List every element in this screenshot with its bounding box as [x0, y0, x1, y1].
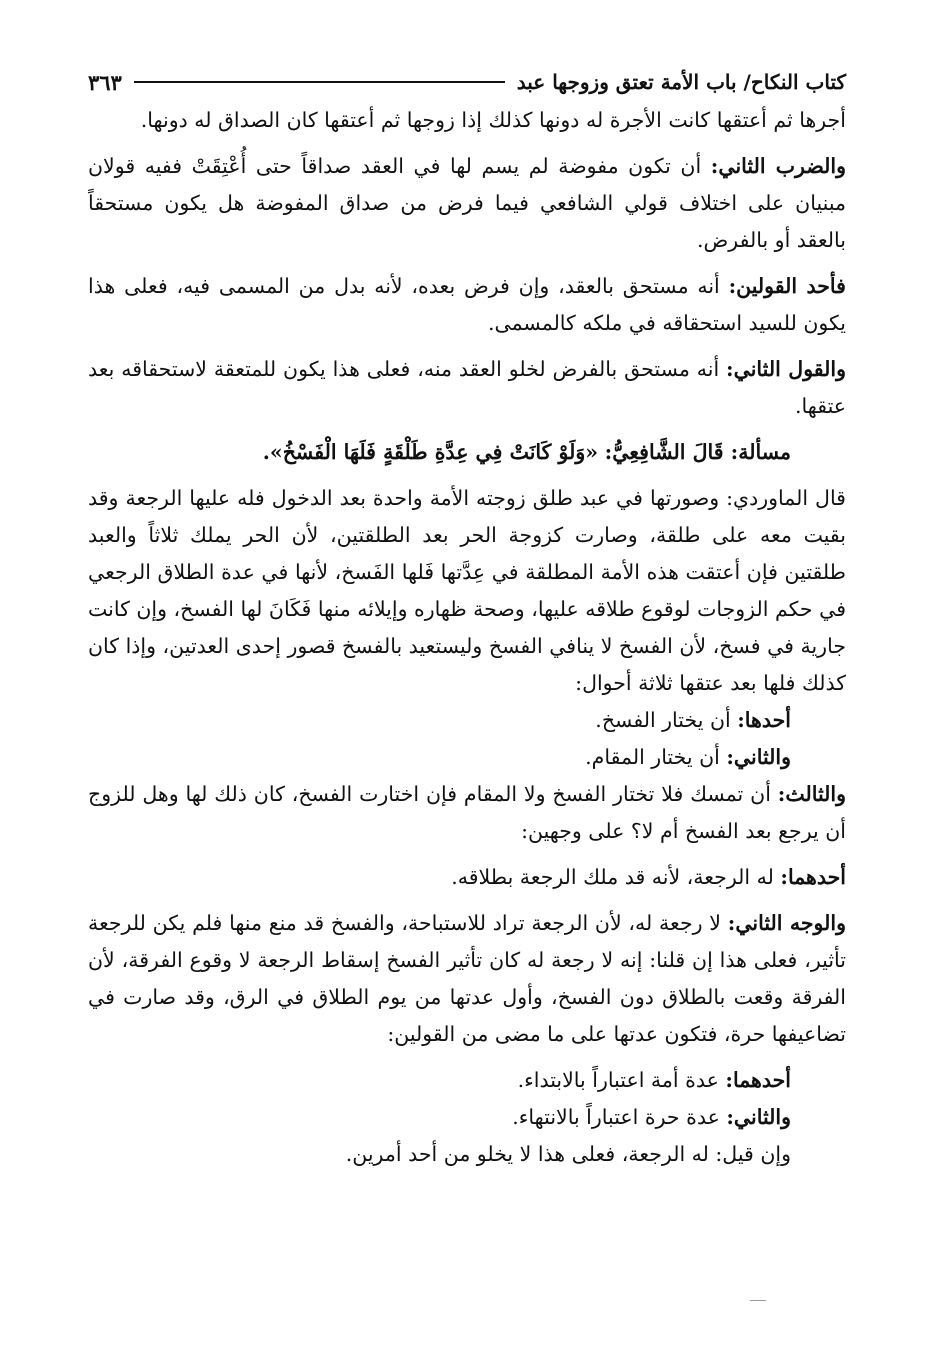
page-header [88, 62, 846, 102]
paragraph [88, 148, 846, 259]
paragraph-lead: مسألة: قَالَ الشَّافِعِيُّ: [604, 440, 791, 464]
paragraph-text: عدة حرة اعتباراً بالانتهاء. [512, 1105, 720, 1129]
paragraph-lead: فأحد القولين: [728, 274, 846, 298]
list-item [88, 739, 846, 776]
paragraph-lead: والضرب الثاني: [710, 154, 846, 178]
paragraph [88, 480, 846, 702]
footer-mark [750, 1300, 766, 1301]
paragraph-lead: والثاني: [726, 745, 791, 769]
running-title: كتاب النكاح/ باب الأمة تعتق وزوجها عبد [516, 70, 846, 94]
paragraph-text: قال الماوردي: وصورتها في عبد طلق زوجته الأمة واحدة بعد الدخول فله عليها الرجعة وقد بقيت معه على طلقة، وصارت كزوجة الحر بعد الطلقتين، لأن الحر يملك ثلاثاً والعبد طلقتين فإن أعتقت هذه الأمة المطلقة في عِدَّتها فَلها الفَسخ، لأنها في عدة الطلاق الرجعي في حكم الزوجات لوقوع طلاقه عليها، وصحة ظهاره وإيلائه منها فَكَانَ لها الفسخ، وإن كانت جارية في فسخ، لأن الفسخ لا ينافي الفسخ وليستعيد بالفسخ قصور إحدى العدتين، وإذا كان كذلك فلها بعد عتقها ثلاثة أحوال: [87, 486, 846, 695]
paragraph-text: أنه مستحق بالفرض لخلو العقد منه، فعلى هذا يكون للمتعقة لاستحقاقه بعد عتقها. [88, 357, 846, 418]
shafii-quote: «وَلَوْ كَانَتْ فِي عِدَّةِ طَلْقَةٍ فَلَهَا الْفَسْخُ». [262, 440, 599, 464]
paragraph-text: أن تمسك فلا تختار الفسخ ولا المقام فإن اختارت الفسخ، كان ذلك لها وهل للزوج أن يرجع بعد الفسخ أم لا؟ على وجهين: [88, 782, 846, 843]
paragraph-text: أن يختار الفسخ. [595, 708, 731, 732]
paragraph-lead: أحدها: [737, 708, 791, 732]
list-item [88, 1136, 846, 1173]
paragraph [88, 268, 846, 342]
paragraph-lead: والثالث: [777, 782, 846, 806]
list-item [88, 1062, 846, 1099]
paragraph [88, 102, 846, 139]
list-item [88, 702, 846, 739]
paragraph-lead: والوجه الثاني: [727, 911, 846, 935]
paragraph-lead: أحدهما: [725, 1068, 791, 1092]
paragraph-text: له الرجعة، لأنه قد ملك الرجعة بطلاقه. [451, 865, 774, 889]
paragraph [88, 905, 846, 1053]
paragraph-lead: والثاني: [726, 1105, 791, 1129]
paragraph-text: لا رجعة له، لأن الرجعة تراد للاستباحة، والفسخ قد منع منها فلم يكن للرجعة تأثير، فعلى هذا إن قلنا: إنه لا رجعة له كان تأثير الفسخ إسقاط الرجعة لا وقوع الفرقة، لأن الفرقة وقعت بالطلاق دون الفسخ، وأول عدتها من يوم الطلاق في الرق، وقد صارت في تضاعيفها حرة، فتكون عدتها على ما مضى من القولين: [88, 911, 846, 1046]
book-page [88, 62, 846, 1173]
paragraph-text: أنه مستحق بالعقد، وإن فرض بعده، لأنه بدل من المسمى فيه، فعلى هذا يكون للسيد استحقاقه في ملكه كالمسمى. [88, 274, 846, 335]
page-number: ٣٦٣ [88, 69, 122, 95]
paragraph-text: أن يختار المقام. [585, 745, 720, 769]
paragraph-text: عدة أمة اعتباراً بالابتداء. [517, 1068, 719, 1092]
paragraph-text: أجرها ثم أعتقها كانت الأجرة له دونها كذلك إذا زوجها ثم أعتقها كان الصداق له دونها. [140, 108, 846, 132]
paragraph-text: وإن قيل: له الرجعة، فعلى هذا لا يخلو من أحد أمرين. [345, 1142, 791, 1166]
masala-heading [88, 434, 846, 471]
paragraph-lead: والقول الثاني: [726, 357, 846, 381]
list-item [88, 1099, 846, 1136]
paragraph [88, 776, 846, 850]
paragraph-lead: أحدهما: [780, 865, 846, 889]
header-rule [134, 81, 505, 83]
paragraph [88, 859, 846, 896]
paragraph-text: أن تكون مفوضة لم يسم لها في العقد صداقاً حتى أُعْتِقَتْ ففيه قولان مبنيان على اختلاف قولي الشافعي فيما فرض من صداق المفوضة هل يكون مستحقاً بالعقد أو بالفرض. [88, 154, 846, 252]
paragraph [88, 351, 846, 425]
